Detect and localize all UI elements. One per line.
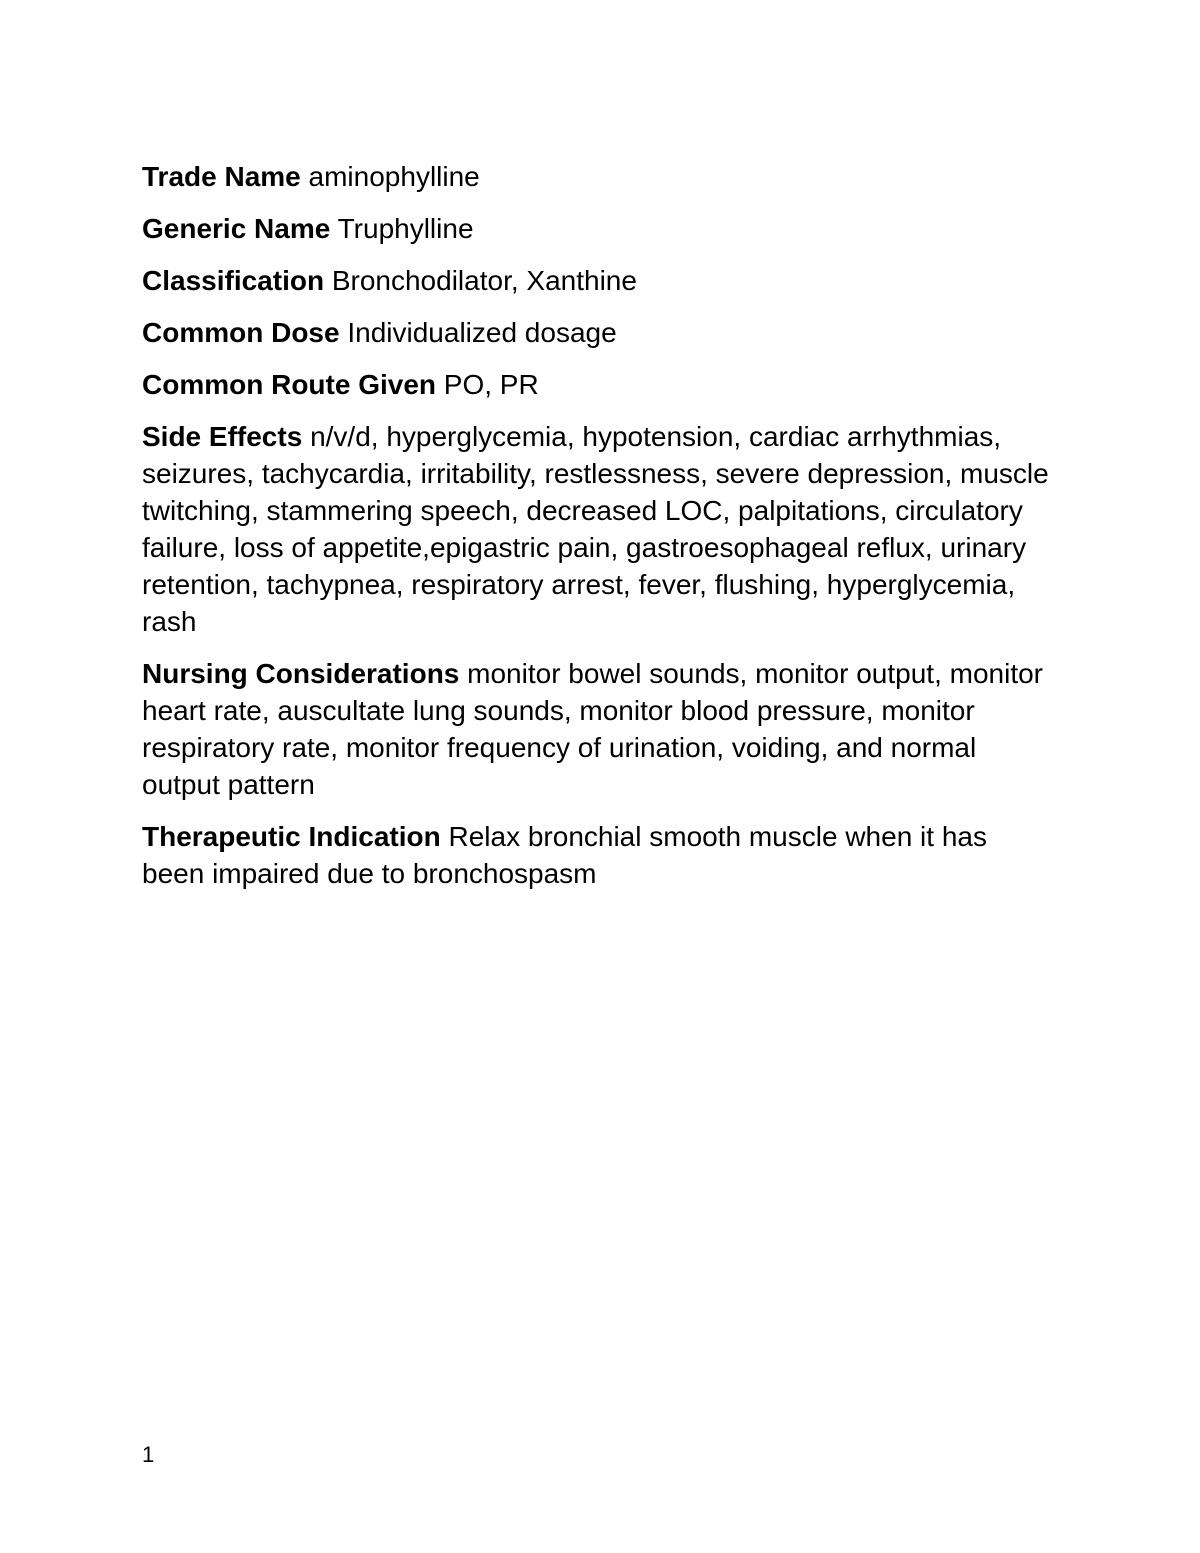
field-value: Relax bronchial smooth muscle when it has been impaired due to bronchospasm (142, 821, 987, 889)
field-value: Individualized dosage (347, 317, 617, 348)
field-value: PO, PR (443, 369, 539, 400)
field-label: Side Effects (142, 421, 303, 452)
field-value: Truphylline (337, 213, 474, 244)
field-value: Bronchodilator, Xanthine (331, 265, 637, 296)
field-value: n/v/d, hyperglycemia, hypotension, cardiac arrhythmias, seizures, tachycardia, irritability, restlessness, severe depression, muscle twitching, stammering speech, decreased LOC, palpitations, circulatory failure, loss of appetite,epigastric pain, gastroesophageal reflux, urinary retention, tachypnea, respiratory arrest, fever, flushing, hyperglycemia, rash (142, 421, 1049, 637)
field-side-effects (142, 418, 1057, 640)
field-trade-name (142, 158, 1057, 195)
page-number: 1 (142, 1442, 155, 1467)
field-common-route (142, 366, 1057, 403)
field-label: Trade Name (142, 161, 301, 192)
field-generic-name (142, 210, 1057, 247)
field-label: Therapeutic Indication (142, 821, 441, 852)
field-value: aminophylline (308, 161, 480, 192)
field-common-dose (142, 314, 1057, 351)
field-label: Classification (142, 265, 325, 296)
field-therapeutic-indication (142, 818, 1057, 892)
field-label: Common Route Given (142, 369, 437, 400)
field-classification (142, 262, 1057, 299)
field-value: monitor bowel sounds, monitor output, monitor heart rate, auscultate lung sounds, monitor blood pressure, monitor respiratory rate, monitor frequency of urination, voiding, and normal output pattern (142, 658, 1044, 800)
drug-card-content (142, 158, 1057, 907)
field-label: Common Dose (142, 317, 340, 348)
field-nursing-considerations (142, 655, 1057, 803)
field-label: Generic Name (142, 213, 331, 244)
field-label: Nursing Considerations (142, 658, 460, 689)
